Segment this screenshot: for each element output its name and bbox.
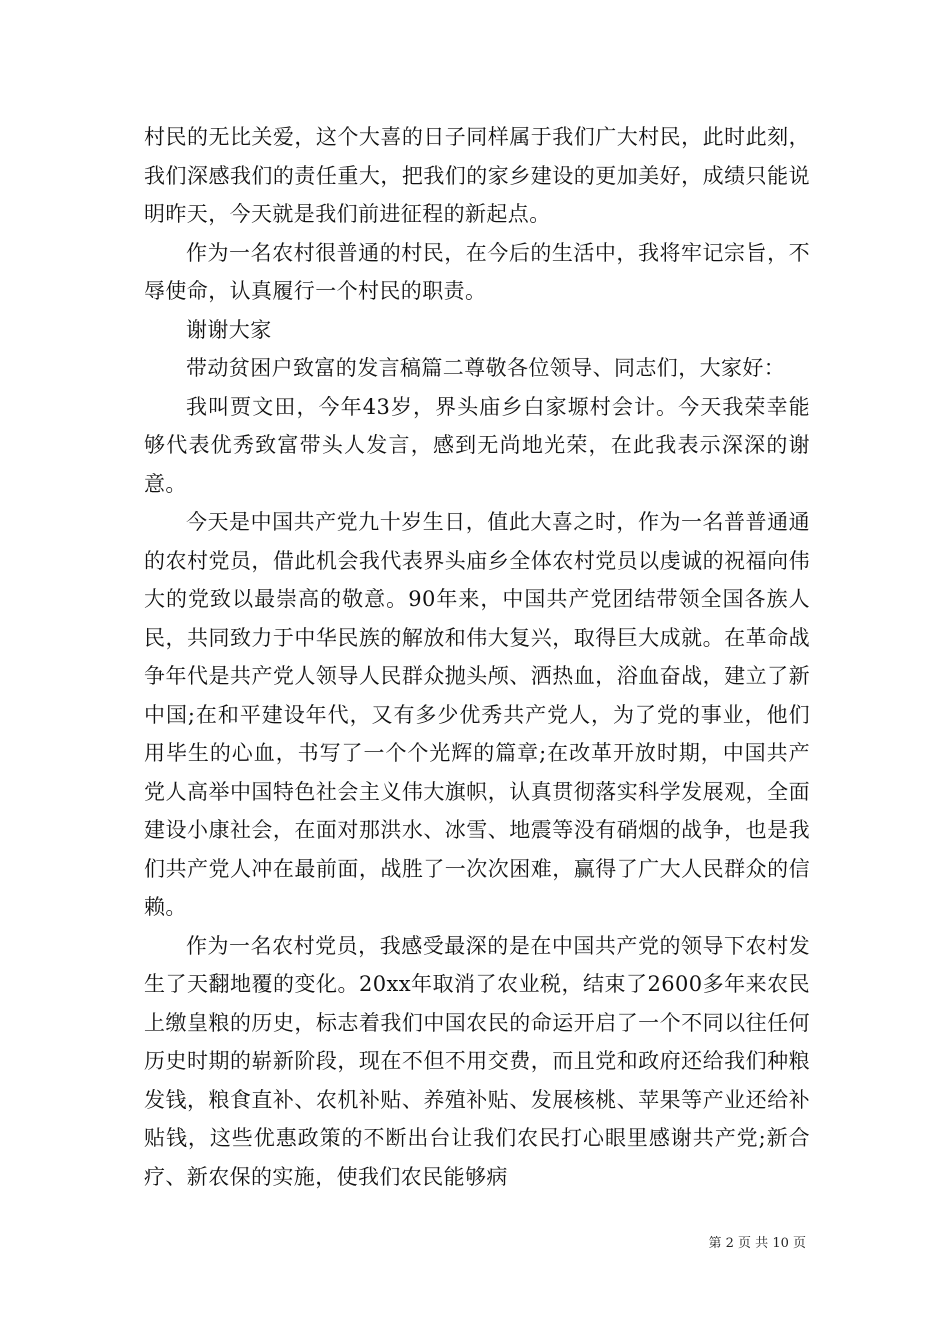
paragraph-thanks: 谢谢大家 bbox=[186, 317, 272, 342]
page-number-footer: 第 2 页 共 10 页 bbox=[708, 1236, 806, 1251]
document-body bbox=[144, 118, 810, 1196]
paragraph-continuation: 村民的无比关爱，这个大喜的日子同样属于我们广大村民，此时此刻，我们深感我们的责任重大，把我们的家乡建设的更加美好，成绩只能说明昨天，今天就是我们前进征程的新起点。 bbox=[144, 125, 810, 226]
paragraph-commitment: 作为一名农村很普通的村民，在今后的生活中，我将牢记宗旨，不辱使命，认真履行一个村民的职责。 bbox=[144, 240, 810, 303]
paragraph-self-introduction: 我叫贾文田，今年43岁，界头庙乡白家塬村会计。今天我荣幸能够代表优秀致富带头人发言，感到无尚地光荣，在此我表示深深的谢意。 bbox=[144, 394, 810, 496]
paragraph-speech-title: 带动贫困户致富的发言稿篇二尊敬各位领导、同志们，大家好： bbox=[186, 356, 786, 380]
paragraph-rural-change: 作为一名农村党员，我感受最深的是在中国共产党的领导下农村发生了天翻地覆的变化。20xx年取消了农业税，结束了2600多年来农民上缴皇粮的历史，标志着我们中国农民的命运开启了一个不同以往任何历史时期的崭新阶段，现在不但不用交费，而且党和政府还给我们种粮发钱，粮食直补、农机补贴、养殖补贴、发展核桃、苹果等产业还给补贴钱，这些优惠政策的不断出台让我们农民打心眼里感谢共产党;新合疗、新农保的实施，使我们农民能够病 bbox=[144, 933, 810, 1189]
paragraph-party-birthday: 今天是中国共产党九十岁生日，值此大喜之时，作为一名普普通通的农村党员，借此机会我代表界头庙乡全体农村党员以虔诚的祝福向伟大的党致以最崇高的敬意。90年来，中国共产党团结带领全国各族人民，共同致力于中华民族的解放和伟大复兴，取得巨大成就。在革命战争年代是共产党人领导人民群众抛头颅、洒热血，浴血奋战，建立了新中国;在和平建设年代，又有多少优秀共产党人，为了党的事业，他们用毕生的心血，书写了一个个光辉的篇章;在改革开放时期，中国共产党人高举中国特色社会主义伟大旗帜，认真贯彻落实科学发展观，全面建设小康社会，在面对那洪水、冰雪、地震等没有硝烟的战争，也是我们共产党人冲在最前面，战胜了一次次困难，赢得了广大人民群众的信赖。 bbox=[144, 510, 810, 919]
